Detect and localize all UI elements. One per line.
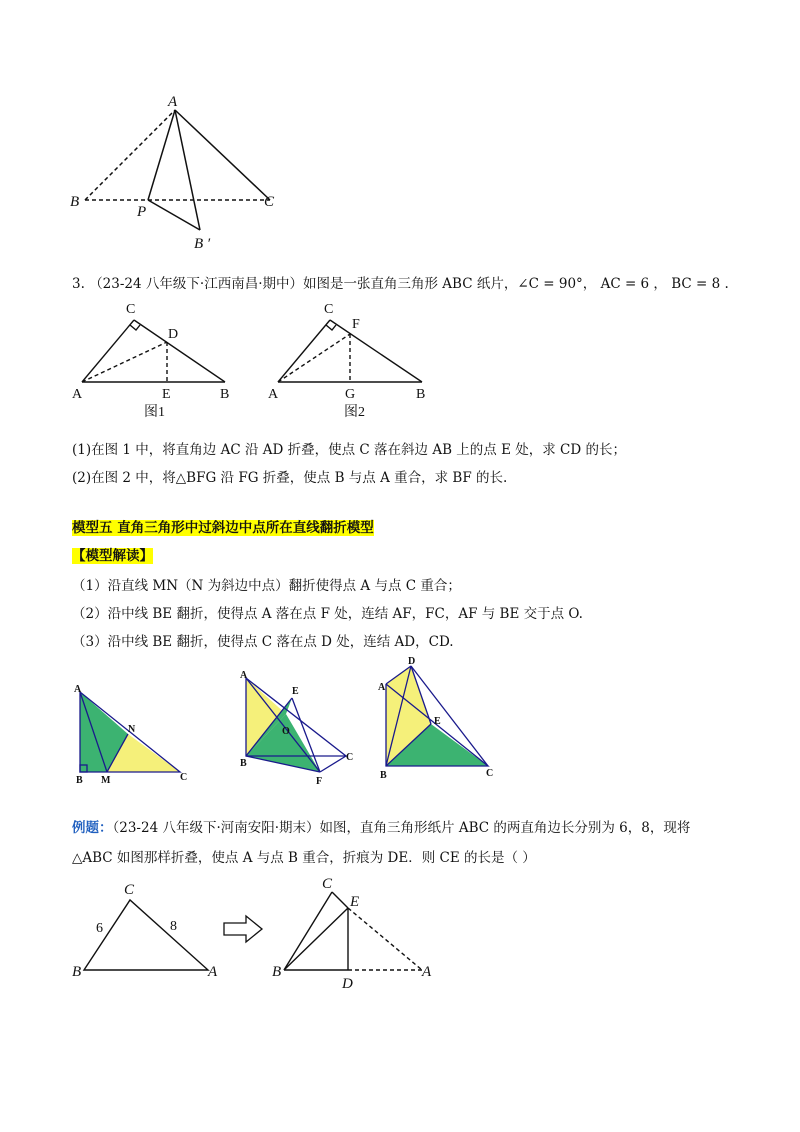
figA-label-B: B (76, 775, 83, 786)
fig2-label-A: A (268, 387, 279, 402)
figC-label-E: E (434, 716, 441, 727)
figB-label-E: E (292, 686, 299, 697)
model5-figure-a (70, 680, 200, 790)
model5-item-3: （3）沿中线 BE 翻折，使得点 C 落在点 D 处，连结 AD，CD. (72, 634, 454, 650)
example-right-label-D: D (342, 976, 353, 992)
problem3-question-2: (2)在图 2 中，将△BFG 沿 FG 折叠，使点 B 与点 A 重合，求 BF 的长. (72, 470, 508, 486)
example-figure-right (270, 874, 440, 994)
example-right-label-C: C (322, 876, 333, 892)
problem3-question-1: (1)在图 1 中，将直角边 AC 沿 AD 折叠，使点 C 落在斜边 AB 上的点 E 处，求 CD 的长； (72, 442, 626, 458)
fig1-label-D: D (168, 327, 179, 342)
label-P: P (137, 204, 147, 220)
arrow-icon (222, 914, 266, 944)
model5-figure-b (236, 668, 366, 788)
fig2-caption: 图2 (344, 405, 365, 420)
figA-label-C: C (180, 772, 188, 783)
fig2-label-C: C (324, 302, 334, 317)
problem3-number: 3. (72, 276, 85, 292)
fig2-label-B: B (416, 387, 426, 402)
fig1-label-E: E (162, 387, 171, 402)
problem3-figure-1 (70, 298, 240, 428)
problem3-statement (72, 274, 729, 294)
figA-label-N: N (128, 724, 136, 735)
model5-title (72, 518, 374, 538)
figure-top-fold (60, 90, 290, 260)
figA-label-M: M (101, 775, 111, 786)
fig1-label-C: C (126, 302, 136, 317)
model5-figure-c (376, 656, 506, 788)
problem3-source: （23-24 八年级下·江西南昌·期中） (89, 276, 303, 292)
example-left-label-B: B (72, 964, 82, 980)
example-figure-left (70, 880, 230, 990)
model5-subtitle (72, 546, 153, 566)
example-right-label-E: E (350, 894, 360, 910)
figB-label-F: F (316, 776, 323, 787)
example-left-side-6: 6 (96, 921, 103, 936)
fig2-label-G: G (345, 387, 356, 402)
example-left-label-A: A (208, 964, 218, 980)
model5-subtitle-text: 【模型解读】 (72, 548, 153, 564)
model5-item-2: （2）沿中线 BE 翻折，使得点 A 落在点 F 处，连结 AF，FC，AF 与 BE 交于点 O. (72, 606, 583, 622)
problem3-figure-2 (264, 298, 444, 428)
fig1-label-A: A (72, 387, 83, 402)
figB-label-C: C (346, 752, 354, 763)
example-label: 例题： (72, 820, 113, 836)
label-A: A (168, 94, 178, 110)
model5-title-text: 模型五 直角三角形中过斜边中点所在直线翻折模型 (72, 520, 374, 536)
example-right-label-B: B (272, 964, 282, 980)
figC-label-D: D (408, 656, 416, 667)
figC-label-C: C (486, 768, 494, 779)
fig2-label-F: F (352, 317, 360, 332)
example-text-1: （23-24 八年级下·河南安阳·期末）如图，直角三角形纸片 ABC 的两直角边长分别为 6，8，现将 (112, 820, 691, 836)
example-left-label-C: C (124, 882, 135, 898)
example-line-2: △ABC 如图那样折叠，使点 A 与点 B 重合，折痕为 DE．则 CE 的长是（ ） (72, 850, 536, 866)
figB-label-O: O (282, 726, 290, 737)
figC-label-A: A (378, 682, 386, 693)
problem3-text: 如图是一张直角三角形 ABC 纸片，∠C = 90°， AC = 6 ， BC = 8 . (302, 276, 729, 292)
figC-label-B: B (380, 770, 387, 781)
label-B: B (70, 194, 80, 210)
label-B-prime: B ′ (194, 236, 211, 252)
model5-item-1: （1）沿直线 MN（N 为斜边中点）翻折使得点 A 与点 C 重合； (72, 578, 461, 594)
fig1-label-B: B (220, 387, 230, 402)
example-line-1 (72, 818, 690, 838)
fig1-caption: 图1 (144, 405, 165, 420)
example-right-label-A: A (422, 964, 432, 980)
figA-label-A: A (74, 684, 82, 695)
figB-label-A: A (240, 670, 248, 681)
label-C: C (264, 194, 275, 210)
example-left-side-8: 8 (170, 919, 177, 934)
figB-label-B: B (240, 758, 247, 769)
